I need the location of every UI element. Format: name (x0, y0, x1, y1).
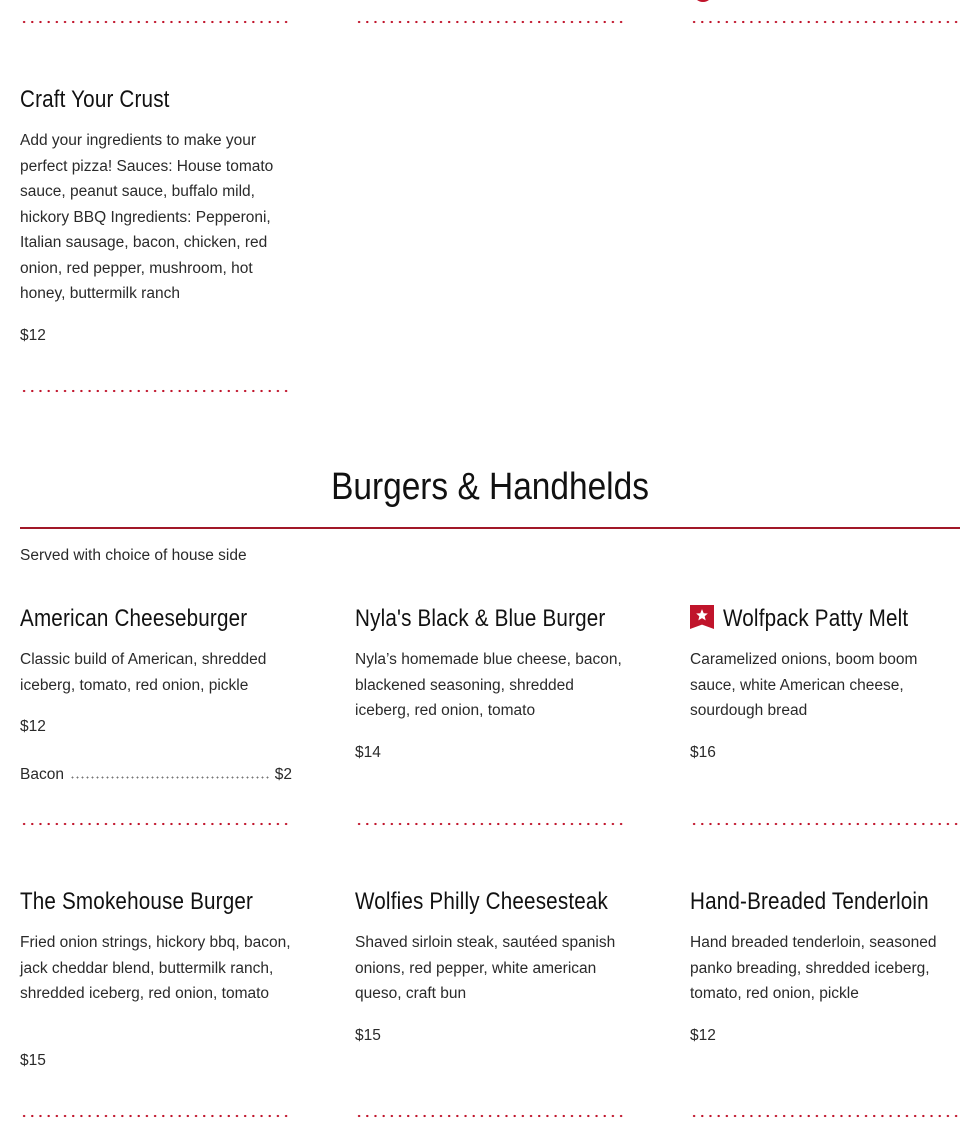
item-price-black-blue-burger: $14 (355, 744, 381, 761)
item-title-craft-your-crust: Craft Your Crust (20, 86, 170, 113)
item-description-wolfpack-patty-melt: Caramelized onions, boom boom sauce, white American cheese, sourdough bread (690, 651, 918, 719)
item-title-american-cheeseburger: American Cheeseburger (20, 605, 248, 632)
partial-red-icon (693, 0, 713, 2)
item-price-wolfpack-patty-melt: $16 (690, 744, 716, 761)
addon-bacon (20, 766, 292, 784)
divider-dots (355, 20, 627, 24)
item-description-american-cheeseburger: Classic build of American, shredded iceberg, tomato, red onion, pickle (20, 651, 267, 694)
item-price-philly-cheesesteak: $15 (355, 1027, 381, 1044)
item-title-hand-breaded-tenderloin: Hand-Breaded Tenderloin (690, 888, 929, 915)
item-title-smokehouse-burger: The Smokehouse Burger (20, 888, 254, 915)
addon-leader-dots (70, 776, 269, 779)
section-subtitle: Served with choice of house side (20, 547, 247, 564)
item-price-craft-your-crust: $12 (20, 327, 46, 344)
divider-dots (20, 20, 292, 24)
star-badge-icon (690, 605, 714, 629)
item-title-wolfpack-patty-melt: Wolfpack Patty Melt (723, 605, 909, 632)
divider-dots (20, 389, 292, 393)
divider-dots (20, 1114, 292, 1118)
item-description-black-blue-burger: Nyla’s homemade blue cheese, bacon, blackened seasoning, shredded iceberg, red onion, tomato (355, 651, 622, 719)
item-price-smokehouse-burger: $15 (20, 1052, 46, 1069)
item-description-craft-your-crust: Add your ingredients to make your perfect pizza! Sauces: House tomato sauce, peanut sauce, buffalo mild, hickory BBQ Ingredients: Pepperoni, Italian sausage, bacon, chicken, red onion, red pepper, mushroom, hot honey, buttermilk ranch (20, 132, 274, 302)
item-description-hand-breaded-tenderloin: Hand breaded tenderloin, seasoned panko breading, shredded iceberg, tomato, red onion, pickle (690, 934, 937, 1002)
divider-dots (355, 1114, 627, 1118)
item-description-smokehouse-burger: Fried onion strings, hickory bbq, bacon, jack cheddar blend, buttermilk ranch, shredded iceberg, red onion, tomato (20, 934, 291, 1002)
item-title-black-blue-burger: Nyla's Black & Blue Burger (355, 605, 606, 632)
item-description-philly-cheesesteak: Shaved sirloin steak, sautéed spanish onions, red pepper, white american queso, craft bun (355, 934, 616, 1002)
addon-price: $2 (274, 766, 292, 783)
addon-label: Bacon (20, 766, 64, 783)
divider-dots (690, 822, 962, 826)
item-title-philly-cheesesteak: Wolfies Philly Cheesesteak (355, 888, 609, 915)
section-title: Burgers & Handhelds (331, 466, 649, 508)
section-divider (20, 527, 960, 529)
item-price-hand-breaded-tenderloin: $12 (690, 1027, 716, 1044)
divider-dots (20, 822, 292, 826)
divider-dots (690, 1114, 962, 1118)
divider-dots (355, 822, 627, 826)
divider-dots (690, 20, 962, 24)
item-price-american-cheeseburger: $12 (20, 718, 46, 735)
